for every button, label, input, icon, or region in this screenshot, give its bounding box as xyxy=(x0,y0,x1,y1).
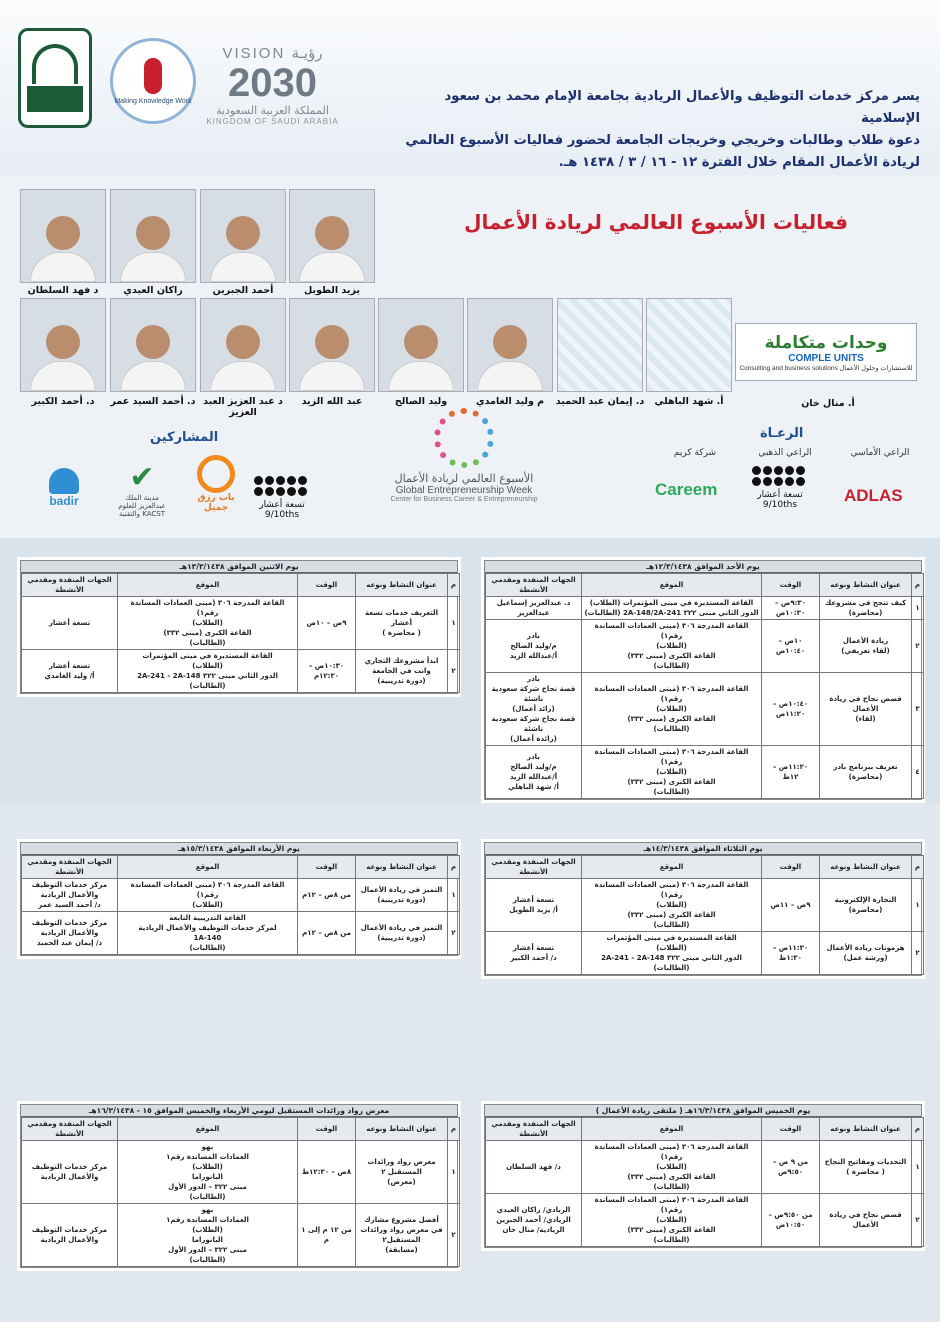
column-header: الموقع xyxy=(582,574,762,597)
schedule-header-row xyxy=(486,856,924,879)
activity-cell: تعريف ببرنامج بادر (محاضرة) xyxy=(820,746,912,799)
column-header: الموقع xyxy=(582,856,762,879)
speaker-name: د. إيمان عبد الحميد xyxy=(555,396,645,407)
table-row xyxy=(22,1141,460,1204)
tisaa-caption xyxy=(748,490,812,510)
tisaa-ar: تسعة أعشار xyxy=(259,500,305,510)
schedule-table xyxy=(485,573,924,799)
kacst-logo xyxy=(112,462,172,518)
time-cell: من ٨ص – ١٢م xyxy=(298,879,356,912)
vision-year: 2030 xyxy=(228,61,317,105)
row-number: ١ xyxy=(912,1141,924,1194)
column-header: الجهات المنفذة ومقدمي الأنشطة xyxy=(486,856,582,879)
badir-logo xyxy=(30,468,98,516)
schedule-panel-exhibition xyxy=(20,1104,458,1268)
speaker-photo xyxy=(20,298,106,392)
speaker-photo xyxy=(289,189,375,283)
activity-cell: التحديات ومفاتيح النجاح ( محاضرة ) xyxy=(820,1141,912,1194)
column-header: م xyxy=(912,574,924,597)
time-cell: ٩ص – ١٠ص xyxy=(298,597,356,650)
column-header: الجهات المنفذة ومقدمي الأنشطة xyxy=(22,1118,118,1141)
speaker-name: د عبد العزيز العبد العزيز xyxy=(203,396,283,418)
schedule-table xyxy=(21,573,460,693)
table-row xyxy=(486,932,924,975)
speaker-name: أ. شهد الباهلي xyxy=(654,396,724,407)
speaker-name: عبد الله الزيد xyxy=(301,396,363,407)
vision-ar: المملكة العربية السعودية xyxy=(216,104,329,117)
presenter-cell: بادر م/وليد الصالح أ/عبدالله الزيد xyxy=(486,620,582,673)
time-cell: ١٠:٤٠ص – ١١:٢٠ص xyxy=(762,673,820,746)
career-caption: Making Knowledge Work xyxy=(114,97,192,105)
imam-university-logo xyxy=(18,28,92,128)
schedule-table xyxy=(21,855,460,955)
location-cell: القاعة المدرجة ٣٠٦ (مبنى العمادات المساندة رقم١) (الطلاب) القاعة الكبرى (مبنى ٣٣٢) (الطالبات) xyxy=(582,1141,762,1194)
column-header: عنوان النشاط ونوعه xyxy=(356,856,448,879)
speaker-photo-placeholder xyxy=(557,298,643,392)
schedule-table xyxy=(21,1117,460,1267)
activity-cell: قصص نجاح في ريادة الأعمال (لقاء) xyxy=(820,673,912,746)
time-cell: ١١:٣٠ص – ١:٣٠ظ xyxy=(762,932,820,975)
column-header: عنوان النشاط ونوعه xyxy=(820,574,912,597)
column-header: الجهات المنفذة ومقدمي الأنشطة xyxy=(22,574,118,597)
cu-sub: Consulting and business solutions للاستشارات وحلول الأعمال xyxy=(739,364,913,372)
table-row xyxy=(22,597,460,650)
time-cell: ١٠:٣٠ص – ١٢:٣٠م xyxy=(298,650,356,693)
kacst-name: مدينة الملك عبدالعزيز للعلوم والتقنية KACST xyxy=(118,494,166,518)
column-header: الوقت xyxy=(298,574,356,597)
column-header: الوقت xyxy=(762,574,820,597)
speaker-photo xyxy=(20,189,106,283)
vision-en: KINGDOM OF SAUDI ARABIA xyxy=(206,117,339,126)
column-header: الوقت xyxy=(762,1118,820,1141)
cu-en: COMPLE UNITS xyxy=(788,352,864,364)
activity-cell: أفضل مشروع مشارك في معرض رواد ورائدات المستقبل٢ (مسابقة) xyxy=(356,1204,448,1267)
table-row xyxy=(486,620,924,673)
gew-en: Global Entrepreneurship Week xyxy=(395,485,533,496)
column-header: عنوان النشاط ونوعه xyxy=(356,1118,448,1141)
column-header: عنوان النشاط ونوعه xyxy=(356,574,448,597)
table-row xyxy=(486,597,924,620)
table-row xyxy=(486,879,924,932)
schedule-day-title: يوم الاثنين الموافق ١٣/٣/١٤٣٨هـ xyxy=(21,561,457,573)
row-number: ٤ xyxy=(912,746,924,799)
badir-name: badir xyxy=(49,494,79,508)
speaker-name: أ. منال خان xyxy=(801,398,855,409)
column-header: الوقت xyxy=(762,856,820,879)
row-number: ٢ xyxy=(448,1204,460,1267)
location-cell: القاعة المدرجة ٣٠٦ (مبنى العمادات المساندة رقم١) (الطلاب) القاعة الكبرى (مبنى ٣٣٢) (الطالبات) xyxy=(582,620,762,673)
table-row xyxy=(22,650,460,693)
presenter-cell: تسعة أعشار أ/ يزيد الطويل xyxy=(486,879,582,932)
location-cell: القاعة المدرجة ٣٠٦ (مبنى العمادات المساندة رقم١) (الطلاب) القاعة الكبرى (مبنى ٣٣٢) (الطالبات) xyxy=(118,597,298,650)
schedule-panel-wednesday xyxy=(20,842,458,956)
speaker-photo xyxy=(378,298,464,392)
time-cell: ٩:٣٠ص – ١٠:٣٠ص xyxy=(762,597,820,620)
adlas-logo: ADLAS xyxy=(844,486,903,505)
participants-heading: المشاركين xyxy=(150,430,219,445)
speaker-photo xyxy=(200,298,286,392)
presenter-cell: د. عبدالعزيز إسماعيل عبدالعزيز xyxy=(486,597,582,620)
presenter-cell: مركز خدمات التوظيف والأعمال الريادية xyxy=(22,1141,118,1204)
bab-rizq-name: باب رزق جميل xyxy=(197,493,235,513)
sun-icon xyxy=(197,455,235,493)
schedule-day-title: يوم الثلاثاء الموافق ١٤/٣/١٤٣٨هـ xyxy=(485,843,921,855)
intro-line: لريادة الأعمال المقام خلال الفترة ١٢ - ١٦ / ٣ / ١٤٣٨ هـ. xyxy=(558,155,920,170)
vision-2030-logo xyxy=(205,44,340,134)
column-header: الموقع xyxy=(118,574,298,597)
table-row xyxy=(22,1204,460,1267)
location-cell: القاعة المدرجة ٣٠٦ (مبنى العمادات المساندة رقم١) (الطلاب) القاعة الكبرى (مبنى ٣٣٢) (الطالبات) xyxy=(582,673,762,746)
badir-shape-icon xyxy=(49,468,79,494)
intro-line: يسر مركز خدمات التوظيف والأعمال الريادية بجامعة الإمام محمد بن سعود الإسلامية xyxy=(444,89,920,126)
cu-ar: وحدات متكاملة xyxy=(764,332,888,353)
row-number: ٢ xyxy=(448,912,460,955)
row-number: ٢ xyxy=(912,932,924,975)
column-header: م xyxy=(912,856,924,879)
gew-logo xyxy=(388,408,540,528)
gew-ar: الأسبوع العالمي لريادة الأعمال xyxy=(394,472,534,485)
row-number: ٢ xyxy=(912,620,924,673)
schedule-header-row xyxy=(486,1118,924,1141)
tisaa-en: 9/10ths xyxy=(264,510,300,520)
activity-cell: التميز في ريادة الأعمال (دورة تدريبية) xyxy=(356,879,448,912)
location-cell: القاعة المستديرة في مبنى المؤتمرات (الطلاب) الدور الثاني مبنى ٣٢٢ 2A-241 - 2A-148 (الطالبات) xyxy=(118,650,298,693)
speaker-name: د فهد السلطان xyxy=(27,285,99,296)
presenter-cell: بادر م/وليد الصالح أ/عبدالله الزيد أ/ شهد الباهلي xyxy=(486,746,582,799)
presenter-cell: الريادي/ راكان العيدي الريادي/ أحمد الجبرين الريادية/ منال خان xyxy=(486,1194,582,1247)
column-header: الجهات المنفذة ومقدمي الأنشطة xyxy=(486,574,582,597)
speaker-name: راكان العيدي xyxy=(123,285,183,296)
tisaa-en: 9/10ths xyxy=(762,500,798,510)
careem-logo: Careem xyxy=(655,480,718,499)
speaker-name: م وليد الغامدي xyxy=(475,396,545,407)
table-row xyxy=(22,912,460,955)
activity-cell: معرض رواد ورائدات المستقبل ٢ (معرض) xyxy=(356,1141,448,1204)
gew-sub: Center for Business Career & Entrepreneurship xyxy=(390,496,538,503)
time-cell: ١٠ص – ١٠:٤٠ص xyxy=(762,620,820,673)
speaker-name: وليد الصالح xyxy=(394,396,448,407)
company-sponsor-label: شركة كريم xyxy=(673,448,717,458)
speaker-photo xyxy=(467,298,553,392)
speaker-photo xyxy=(289,298,375,392)
presenter-cell: مركز خدمات التوظيف والأعمال الريادية د/ أحمد السيد عمر xyxy=(22,879,118,912)
time-cell: من ٩ ص – ٩:٥٠ص xyxy=(762,1141,820,1194)
bab-rizq-logo xyxy=(190,455,242,521)
activity-cell: ريادة الأعمال (لقاء تعريفي) xyxy=(820,620,912,673)
check-icon: ✔ xyxy=(129,460,155,495)
row-number: ١ xyxy=(448,597,460,650)
tisaa-ar: تسعة أعشار xyxy=(757,490,803,500)
location-cell: بهو العمادات المساندة رقم١ (الطلاب) البانوراما مبنى ٣٢٢ – الدور الأول (الطالبات) xyxy=(118,1141,298,1204)
location-cell: القاعة التدريبية التابعة لمركز خدمات التوظيف والأعمال الريادية 1A-140 (الطالبات) xyxy=(118,912,298,955)
column-header: م xyxy=(912,1118,924,1141)
presenter-cell: تسعة أعشار xyxy=(22,597,118,650)
row-number: ٢ xyxy=(448,650,460,693)
row-number: ٣ xyxy=(912,673,924,746)
schedule-table xyxy=(485,855,924,975)
gold-sponsor-label: الراعي الذهبي xyxy=(758,448,812,458)
schedule-header-row xyxy=(486,574,924,597)
table-row xyxy=(486,1194,924,1247)
activity-cell: التميز في ريادة الأعمال (دورة تدريبية) xyxy=(356,912,448,955)
column-header: عنوان النشاط ونوعه xyxy=(820,1118,912,1141)
time-cell: من ١٢ م إلى ١ م xyxy=(298,1204,356,1267)
row-number: ٢ xyxy=(912,1194,924,1247)
time-cell: من ٨ص – ١٢م xyxy=(298,912,356,955)
row-number: ١ xyxy=(912,879,924,932)
schedule-header-row xyxy=(22,856,460,879)
column-header: عنوان النشاط ونوعه xyxy=(820,856,912,879)
column-header: الموقع xyxy=(582,1118,762,1141)
speaker-name: د. أحمد السيد عمر xyxy=(110,396,196,407)
career-center-logo xyxy=(110,38,196,124)
row-number: ١ xyxy=(912,597,924,620)
activity-cell: قصص نجاح في ريادة الأعمال xyxy=(820,1194,912,1247)
schedule-panel-thursday xyxy=(484,1104,922,1248)
row-number: ١ xyxy=(448,879,460,912)
location-cell: القاعة المدرجة ٣٠٦ (مبنى العمادات المساندة رقم١) (الطلاب) القاعة الكبرى (مبنى ٣٣٢) (الطالبات) xyxy=(582,879,762,932)
intro-line: دعوة طلاب وطالبات وخريجي وخريجات الجامعة لحضور فعاليات الأسبوع العالمي xyxy=(405,133,920,148)
column-header: الموقع xyxy=(118,856,298,879)
presenter-cell: بادر قصة نجاح شركة سعودية ناشئة (رائد أعمال) قصة نجاح شركة سعودية ناشئة (رائدة أعمال) xyxy=(486,673,582,746)
vision-top: VISION رؤيـة xyxy=(222,45,323,62)
row-number: ١ xyxy=(448,1141,460,1204)
speaker-photo-placeholder xyxy=(646,298,732,392)
time-cell: ١١:٢٠ص – ١٢ظ xyxy=(762,746,820,799)
schedule-day-title: يوم الأحد الموافق ١٢/٣/١٤٣٨هـ xyxy=(485,561,921,573)
table-row xyxy=(486,746,924,799)
column-header: م xyxy=(448,1118,460,1141)
schedule-header-row xyxy=(22,1118,460,1141)
presenter-cell: مركز خدمات التوظيف والأعمال الريادية د/ إيمان عبد الحميد xyxy=(22,912,118,955)
location-cell: القاعة المستديرة في مبنى المؤتمرات (الطلاب) الدور الثاني مبنى ٣٢٢ 2A-241 - 2A-148 (الطالبات) xyxy=(582,932,762,975)
speaker-name: د. أحمد الكبير xyxy=(31,396,95,407)
activity-cell: ابدأ مشروعك التجاري وانت في الجامعة (دورة تدريبية) xyxy=(356,650,448,693)
activity-cell: هرمونات ريادة الأعمال (ورشة عمل) xyxy=(820,932,912,975)
complete-units-logo xyxy=(735,323,917,381)
schedule-day-title: معرض رواد ورائدات المستقبل ليومي الأربعاء والخميس الموافق ١٥ - ١٦/٣/١٤٣٨هـ xyxy=(21,1105,457,1117)
schedule-day-title: يوم الأربعاء الموافق ١٥/٣/١٤٣٨هـ xyxy=(21,843,457,855)
location-cell: القاعة المدرجة ٣٠٦ (مبنى العمادات المساندة رقم١) (الطلاب) القاعة الكبرى (مبنى ٣٣٢) (الطالبات) xyxy=(582,1194,762,1247)
schedule-panel-tuesday xyxy=(484,842,922,976)
speaker-photo xyxy=(200,189,286,283)
location-cell: القاعة المستديرة في مبنى المؤتمرات (الطلاب) الدور الثاني مبنى ٣٢٢ 2A-148/2A-241 (الطالبات) xyxy=(582,597,762,620)
schedule-panel-monday xyxy=(20,560,458,694)
column-header: الجهات المنفذة ومقدمي الأنشطة xyxy=(486,1118,582,1141)
location-cell: القاعة المدرجة ٣٠٦ (مبنى العمادات المساندة رقم١) (الطلاب) xyxy=(118,879,298,912)
main-sponsor-label: الراعي الأماسي xyxy=(850,448,910,458)
activity-cell: التعريف خدمات تسعة أعشار ( محاضرة ) xyxy=(356,597,448,650)
presenter-cell: مركز خدمات التوظيف والأعمال الريادية xyxy=(22,1204,118,1267)
arch-icon xyxy=(32,44,78,84)
column-header: الموقع xyxy=(118,1118,298,1141)
column-header: الجهات المنفذة ومقدمي الأنشطة xyxy=(22,856,118,879)
presenter-cell: تسعة أعشار أ/ وليد الغامدي xyxy=(22,650,118,693)
tisaa-caption xyxy=(250,500,314,520)
column-header: م xyxy=(448,574,460,597)
schedule-day-title: يوم الخميس الموافق ١٦/٣/١٤٣٨هـ ( ملتقى ريادة الأعمال ) xyxy=(485,1105,921,1117)
schedule-header-row xyxy=(22,574,460,597)
table-row xyxy=(486,673,924,746)
speaker-name: يزيد الطويل xyxy=(304,285,360,296)
schedule-table xyxy=(485,1117,924,1247)
speaker-name: أحمد الجبرين xyxy=(212,285,274,296)
logo-base-icon xyxy=(27,86,83,112)
table-row xyxy=(22,879,460,912)
presenter-cell: د/ فهد السلطان xyxy=(486,1141,582,1194)
time-cell: ٨ص – ١٢:٣٠ظ xyxy=(298,1141,356,1204)
schedule-panel-sunday xyxy=(484,560,922,800)
location-cell: القاعة المدرجة ٣٠٦ (مبنى العمادات المساندة رقم١) (الطلاب) القاعة الكبرى (مبنى ٣٣٢) (الطالبات) xyxy=(582,746,762,799)
tisaa-dots-icon xyxy=(254,476,307,496)
table-row xyxy=(486,1141,924,1194)
time-cell: ٩ص – ١١ص xyxy=(762,879,820,932)
presenter-cell: تسعة أعشار د/ أحمد الكبير xyxy=(486,932,582,975)
location-cell: بهو العمادات المساندة رقم١ (الطلاب) البانوراما مبنى ٣٢٢ – الدور الأول (الطالبات) xyxy=(118,1204,298,1267)
time-cell: من ٩:٥٠ص – ١٠:٥٠ص xyxy=(762,1194,820,1247)
page-title: فعاليات الأسبوع العالمي لريادة الأعمال xyxy=(464,210,848,234)
activity-cell: كيف تنجح في مشروعك (محاضرة) xyxy=(820,597,912,620)
person-icon xyxy=(144,58,162,94)
column-header: الوقت xyxy=(298,1118,356,1141)
speaker-photo xyxy=(110,189,196,283)
sponsors-heading: الرعـاة xyxy=(760,426,804,441)
gew-ring-icon xyxy=(434,408,494,468)
column-header: م xyxy=(448,856,460,879)
column-header: الوقت xyxy=(298,856,356,879)
speaker-photo xyxy=(110,298,196,392)
tisaa-dots-icon xyxy=(752,466,805,486)
activity-cell: التجارة الإلكترونية (محاضرة) xyxy=(820,879,912,932)
intro-text xyxy=(400,86,920,174)
